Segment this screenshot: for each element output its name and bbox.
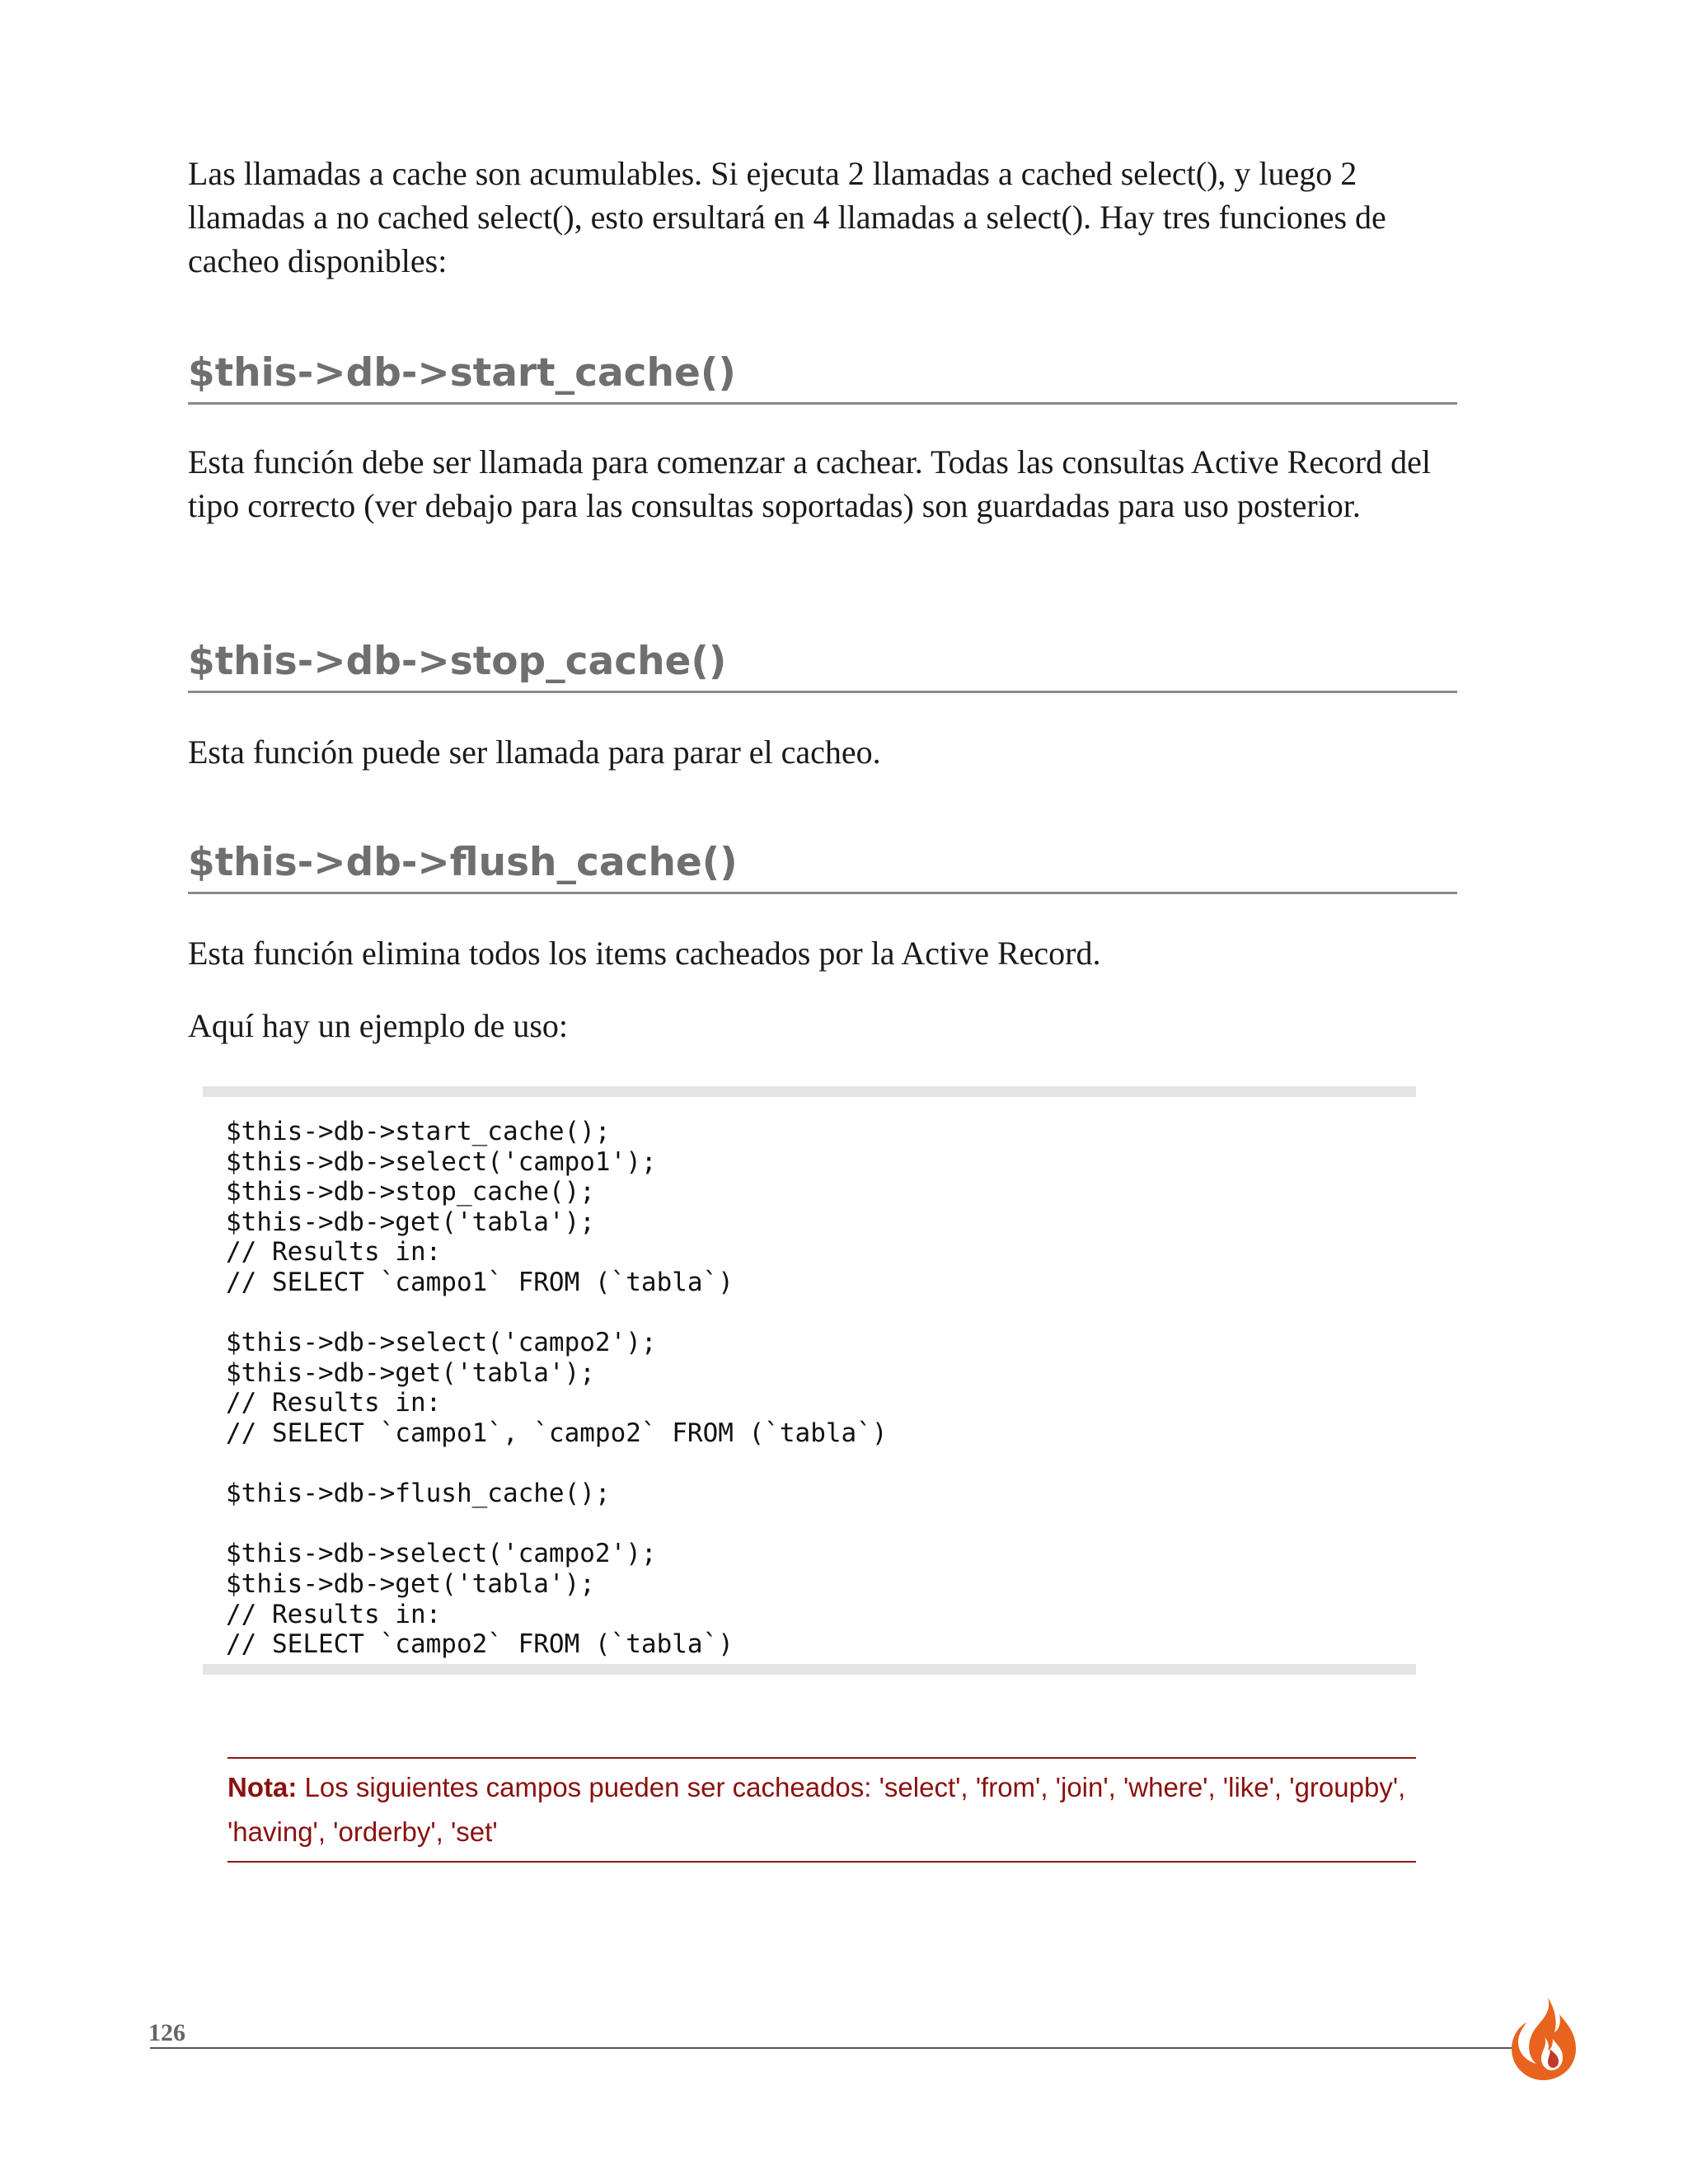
heading-flush-cache: $this->db->flush_cache() xyxy=(188,839,1457,894)
intro-paragraph: Las llamadas a cache son acumulables. Si ejecuta 2 llamadas a cached select(), y luego 2 llamadas a no cached select(), esto ersultará en 4 llamadas a select(). Hay tres funciones de cacheo disponibles: xyxy=(188,155,1386,279)
note-box xyxy=(227,1757,1416,1863)
flush-cache-description: Esta función elimina todos los items cacheados por la Active Record. xyxy=(188,935,1101,972)
heading-start-cache: $this->db->start_cache() xyxy=(188,349,1457,405)
code-example-block xyxy=(203,1086,1416,1675)
footer-divider xyxy=(150,2047,1518,2049)
heading-stop-cache: $this->db->stop_cache() xyxy=(188,638,1457,693)
stop-cache-description: Esta función puede ser llamada para parar el cacheo. xyxy=(188,733,881,771)
note-text: Los siguientes campos pueden ser cacheados: 'select', 'from', 'join', 'where', 'like', 'groupby', 'having', 'orderby', 'set' xyxy=(227,1772,1406,1847)
note-label: Nota: xyxy=(227,1772,298,1802)
start-cache-description: Esta función debe ser llamada para comenzar a cachear. Todas las consultas Active Record del tipo correcto (ver debajo para las consultas soportadas) son guardadas para uso posterior. xyxy=(188,443,1432,524)
flame-icon xyxy=(1505,1994,1581,2083)
code-example: $this->db->start_cache(); $this->db->select('campo1'); $this->db->stop_cache(); $this->db->get('tabla'); // Results in: // SELECT `campo1` FROM (`tabla`) $this->db->select('campo2'); $this->db->get('tabla'); // Results in: // SELECT `campo1`, `campo2` FROM (`tabla`) $this->db->flush_cache(); $this->db->select('campo2'); $this->db->get('tabla'); // Results in: // SELECT `campo2` FROM (`tabla`) xyxy=(226,1117,888,1660)
page-number: 126 xyxy=(148,2019,185,2046)
example-intro: Aquí hay un ejemplo de uso: xyxy=(188,1007,569,1044)
